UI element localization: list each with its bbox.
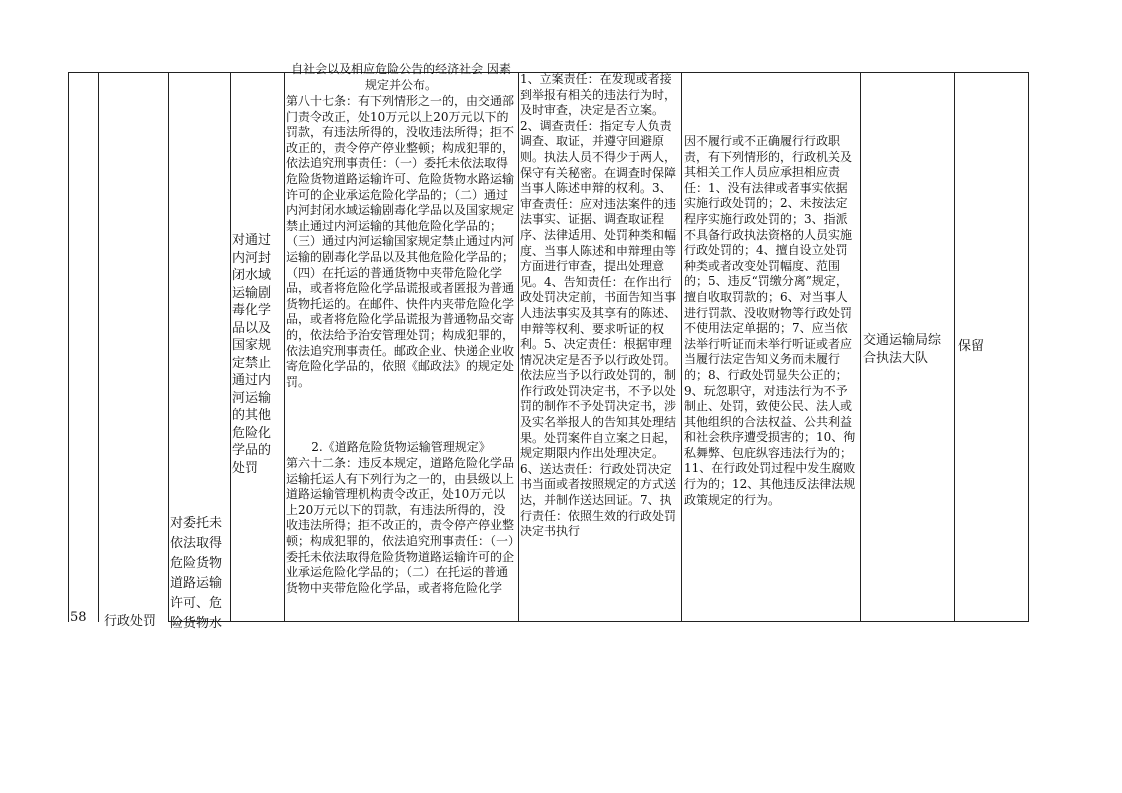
responsibility-text: 1、立案责任：在发现或者接到举报有相关的违法行为时，及时审查，决定是否立案。2、调查责任：指定专人负责调查、取证，并遵守回避原则。执法人员不得少于两人，保守有关秘密。在调查时保障当事人陈述申辩的权利。3、审查责任：应对违法案件的违法事实、证据、调查取证程序、法律适用、处罚种类和幅度、当事人陈述和申辩理由等方面进行审查，提出处理意见。4、告知责任：在作出行政处罚决定前，书面告知当事人违法事实及其享有的陈述、申辩等权利、要求听证的权利。5、决定责任：根据审理情况决定是否予以行政处罚。依法应当予以行政处罚的，制作行政处罚决定书，不予以处罚的制作不予处罚决定书，涉及实名举报人的告知其处理结果。处罚案件自立案之日起，规定期限内作出处理决定。6、送达责任：行政处罚决定书当面或者按照规定的方式送达，并制作送达回证。7、执行责任：依照生效的行政处罚决定书执行 bbox=[520, 72, 677, 539]
legal-basis-cell bbox=[286, 62, 516, 621]
legal-basis-article-87: 第八十七条：有下列情形之一的，由交通部门责令改正，处10万元以上20万元以下的罚款，有违法所得的，没收违法所得；拒不改正的，责令停产停业整顿；构成犯罪的，依法追究刑事责任：（一）委托未依法取得危险货物道路运输许可、危险货物水路运输许可的企业承运危险化学品的；（二）通过内河封闭水域运输剧毒化学品以及国家规定禁止通过内河运输的其他危险化学品的；（三）通过内河运输国家规定禁止通过内河运输的剧毒化学品以及其他危险化学品的；（四）在托运的普通货物中夹带危险化学品，或者将危险化学品谎报或者匿报为普通货物托运的。在邮件、快件内夹带危险化学品，或者将危险化学品谎报为普通物品交寄的，依法给予治安管理处罚；构成犯罪的，依法追究刑事责任。邮政企业、快递企业收寄危险化学品的，依照《邮政法》的规定处罚。 bbox=[286, 94, 515, 389]
col-divider bbox=[168, 72, 169, 622]
col-divider bbox=[98, 72, 99, 622]
col-divider bbox=[954, 72, 955, 622]
legal-basis-partial: 自社会以及相应危险公告的经济社会 因素规定并公布。 bbox=[291, 62, 511, 92]
responsibility-cell bbox=[520, 72, 680, 621]
legal-basis-regulation-title: 2.《道路危险货物运输管理规定》 bbox=[311, 440, 491, 454]
col-divider bbox=[860, 72, 861, 622]
col-divider bbox=[518, 72, 519, 622]
status-cell: 保留 bbox=[958, 339, 985, 354]
bottom-border bbox=[168, 621, 1028, 622]
row-number: 58 bbox=[70, 610, 87, 625]
col-divider bbox=[681, 72, 682, 622]
accountability-cell: 因不履行或不正确履行行政职责，有下列情形的，行政机关及其相关工作人员应承担相应责任：1、没有法律或者事实依据实施行政处罚的；2、未按法定程序实施行政处罚的；3、指派不具备行政执法资格的人员实施行政处罚的；4、擅自设立处罚种类或者改变处罚幅度、范围的；5、违反“罚缴分离”规定，擅自收取罚款的；6、对当事人进行罚款、没收财物等行政处罚不使用法定单据的；7、应当依法举行听证而未举行听证或者应当履行法定告知义务而未履行的；8、行政处罚显失公正的；9、玩忽职守，对违法行为不予制止、处罚，致使公民、法人或其他组织的合法权益、公共利益和社会秩序遭受损害的；10、徇私舞弊、包庇纵容违法行为的；11、在行政处罚过程中发生腐败行为的；12、其他违反法律法规政策规定的行为。 bbox=[684, 134, 856, 507]
col-divider bbox=[1028, 72, 1029, 622]
category-cell: 行政处罚 bbox=[104, 614, 157, 629]
col-divider bbox=[284, 72, 285, 622]
agency-cell: 交通运输局综合执法大队 bbox=[863, 333, 942, 366]
legal-basis-article-62: 第六十二条：违反本规定，道路危险化学品运输托运人有下列行为之一的，由县级以上道路运输管理机构责令改正，处10万元以上20万元以下的罚款，有违法所得的，没收违法所得；拒不改正的，责令停产停业整顿；构成犯罪的，依法追究刑事责任：（一）委托未依法取得危险货物道路运输许可的企业承运危险化学品的；（二）在托运的普通货物中夹带危险化学品，或者将危险化学 bbox=[286, 456, 515, 595]
item-name-cell: 对通过内河封闭水域运输剧毒化学品以及国家规定禁止通过内河运输的其他危险化学品的处罚 bbox=[232, 233, 272, 476]
col-divider bbox=[68, 72, 69, 622]
sub-item-cell: 对委托未依法取得危险货物道路运输许可、危险货物水 bbox=[170, 516, 223, 631]
col-divider bbox=[230, 72, 231, 622]
